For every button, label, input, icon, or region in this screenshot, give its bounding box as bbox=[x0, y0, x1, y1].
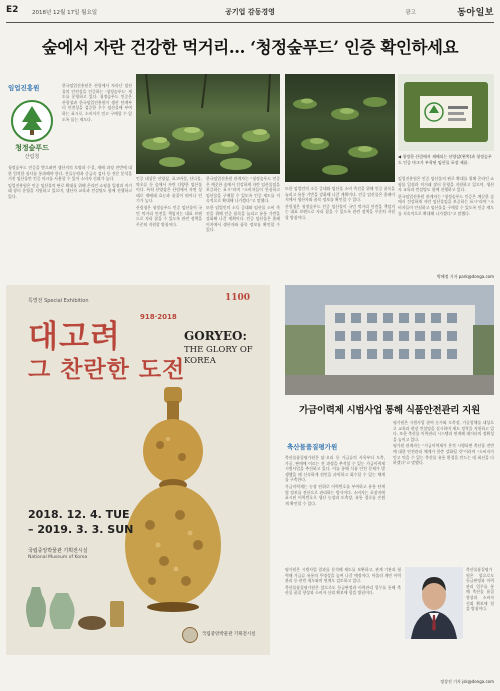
poster-label: 특별전 Special Exhibition bbox=[28, 298, 89, 304]
photo-caption: ◀ 청정한 산림에서 재배되는 산양삼(왼쪽)과 청정숲푸드 인증 마크가 부착된 임산물 포장 제품. bbox=[398, 154, 492, 165]
ad-note: 광고 bbox=[405, 10, 416, 16]
poster-title-en: GORYEO: bbox=[184, 329, 247, 343]
celadon-vase bbox=[26, 587, 46, 627]
article2-paragraph: 평가원은 시범사업 결과를 분석해 제도를 보완하고, 관계 기관과 협력해 가금류 유통의 투명성을 높여 나갈 예정이다. 아울러 계란 이력 관리 등 관련 제도와의 연계도 검토하고 있다. bbox=[285, 567, 401, 584]
article1-col3 bbox=[206, 176, 280, 279]
article2-col3 bbox=[285, 567, 401, 677]
ewer-lower-bulb bbox=[125, 485, 221, 605]
article2-col1 bbox=[285, 455, 385, 565]
exhibition-poster bbox=[6, 285, 270, 655]
certification-logo bbox=[8, 96, 56, 162]
forest-photo bbox=[136, 74, 280, 174]
article2-paragraph: 축산물품질평가원은 닭·오리 등 가금류의 사육부터 도축, 가공, 판매에 이르는 전 과정을 추적할 수 있는 가금이력제 시범사업을 추진하고 있다. 이를 통해 식품 안전 문제가 발생했을 때 신속하게 원인을 파악하고 회수할 수 있는 체계를 구축한다. bbox=[285, 455, 385, 483]
article2-paragraph: 축산물품질평가원은 앞으로도 등급판정과 이력관리 업무를 통해 축산물 품질 향상과 소비자 신뢰 확보에 힘쓸 방침이다. bbox=[466, 567, 494, 612]
article1-paragraph: 임업진흥원은 인증 임산물의 판로 확대를 위해 온라인 쇼핑몰 입점과 직거래 장터 운영을 지원하고 있으며, 생산자 교육과 컨설팅도 함께 진행하고 있다. bbox=[398, 176, 494, 193]
museum-emblem-icon bbox=[182, 627, 198, 643]
ewer-lid bbox=[164, 387, 182, 403]
article2-source: 축산물품질평가원 bbox=[287, 443, 338, 451]
package-label bbox=[420, 96, 472, 128]
article1-col2 bbox=[136, 176, 202, 279]
article1-paragraph: 한국임업진흥원 관계자는 “청정숲푸드 인증은 깨끗한 숲에서 건강하게 자란 임산물임을 보증하는 표시”라며 “소비자들이 안심하고 임산물을 구매할 수 있도록 인증 제도를 지속적으로 확대해 나가겠다”고 말했다. bbox=[206, 176, 280, 204]
bronze-bowl bbox=[78, 616, 106, 630]
article1-paragraph: 또한 임업인의 소득 증대와 임산물 소비 촉진을 위해 인증 품목을 늘리고 유통 기반을 강화해 나갈 계획이다. 인증 임산물은 홈페이지에서 생산자와 품목 정보를 확인할 수 있다. bbox=[206, 204, 280, 233]
section-title: 공기업 감동경영 bbox=[225, 8, 275, 16]
package-text-line bbox=[448, 106, 468, 109]
article2-col2 bbox=[393, 420, 494, 564]
article2-subhead: 가금이력제 시범사업 통해 식품안전관리 지원 bbox=[299, 405, 480, 416]
page-number: E2 bbox=[6, 5, 19, 15]
article1-col5 bbox=[398, 176, 494, 272]
poster-title-ko: 대고려 bbox=[28, 319, 121, 355]
article-source: 임업진흥원 bbox=[8, 84, 40, 92]
celadon-pitcher bbox=[49, 593, 74, 629]
poster-museum-name: 국립중앙박물관 기획전시실 bbox=[202, 632, 256, 637]
ewer-base bbox=[147, 602, 199, 612]
poster-dates: 2018. 12. 4. TUE – 2019. 3. 3. SUN bbox=[28, 508, 134, 536]
page-headline: 숲에서 자란 건강한 먹거리… ‘청정숲푸드’ 인증 확인하세요 bbox=[41, 38, 459, 57]
product-package-art bbox=[398, 74, 494, 151]
logo-trunk bbox=[30, 130, 34, 135]
package-text-line bbox=[448, 118, 466, 121]
poster-subtitle-ko: 그 찬란한 도전 bbox=[28, 356, 186, 383]
article1-col4 bbox=[285, 186, 395, 272]
article1-col1 bbox=[8, 165, 132, 279]
newspaper-logo: 동아일보 bbox=[457, 8, 494, 18]
poster-subtitle-en: THE GLORY OF KOREA bbox=[184, 345, 253, 366]
poster-years: 918·2018 bbox=[140, 313, 177, 321]
article1-paragraph: 산림청은 청정숲푸드 인증 임산물이 국민 먹거리 안전을 책임지는 대표 브랜드로 자리 잡을 수 있도록 관련 정책을 꾸준히 지원할 방침이다. bbox=[285, 203, 395, 220]
article1-reporter: 박혜정 기자 park@donga.com bbox=[436, 274, 494, 279]
article1-paragraph: 또한 임업인의 소득 증대와 임산물 소비 촉진을 위해 인증 품목을 늘리고 유통 기반을 강화해 나갈 계획이다. 인증 임산물은 홈페이지에서 생산자와 품목 정보를 확인할 수 있다. bbox=[285, 186, 395, 203]
gilded-seal bbox=[110, 601, 124, 627]
logo-subtext: 산림청 bbox=[24, 154, 40, 160]
article1-paragraph: 인증 대상은 산양삼, 표고버섯, 산나물, 약초류 등 숲에서 자란 다양한 임산물이다. 특히 산양삼은 산림에서 자연 상태로 재배돼 효능과 품질이 뛰어나 인기가 높다. bbox=[136, 176, 202, 204]
gilt-ewer-icon bbox=[120, 385, 230, 615]
ewer-upper-bulb bbox=[143, 419, 203, 483]
article1-col1-top bbox=[62, 83, 132, 177]
forest-photo-plants bbox=[136, 74, 280, 174]
institute-building-photo bbox=[285, 285, 494, 395]
article1-paragraph: 산림청은 청정숲푸드 인증 임산물이 국민 먹거리 안전을 책임지는 대표 브랜드로 자리 잡을 수 있도록 관련 정책을 꾸준히 지원할 방침이다. bbox=[136, 204, 202, 227]
article2-paragraph: 가금이력제는 농장 단위로 이력번호를 부여하고 유통 단계별 정보를 전산으로 관리하는 방식이다. 소비자는 포장지에 표시된 이력번호로 생산 농장과 도축장, 유통 경로를 손쉽게 확인할 수 있다. bbox=[285, 483, 385, 506]
portrait-art bbox=[405, 567, 463, 639]
article2-paragraph: 평가원은 시범사업 참여 농가와 도축장, 가공업체를 대상으로 교육과 현장 컨설팅을 실시하며 제도 정착을 지원하고 있다. 또한 축산물 이력관리 시스템과 연계해 데이터의 정확성을 높이고 있다. bbox=[393, 420, 494, 442]
package-text-line bbox=[448, 112, 464, 115]
article1-paragraph: 임업진흥원은 인증 임산물의 판로 확대를 위해 온라인 쇼핑몰 입점과 직거래 장터 운영을 지원하고 있으며, 생산자 교육과 컨설팅도 함께 진행하고 있다. bbox=[8, 182, 132, 199]
artifact-row-icon bbox=[20, 581, 130, 639]
ginseng-photo-plants bbox=[285, 74, 395, 182]
ground bbox=[285, 375, 494, 395]
trees-right bbox=[473, 325, 494, 375]
poster-anniversary: 1100 bbox=[224, 293, 250, 303]
article2-paragraph: 평가원 관계자는 “가금이력제가 본격 시행되면 축산물 전반에 대한 안전관리 체계가 한층 강화될 것”이라며 “소비자가 믿고 먹을 수 있는 축산물 유통 환경을 만드는 데 최선을 다하겠다”고 말했다. bbox=[393, 443, 494, 466]
article1-paragraph: 한국임업진흥원은 산림에서 자라난 임산물의 안전성을 인증하는 ‘청정숲푸드’ 제도를 운영하고 있다. 청정숲푸드 인증은 산림청과 한국임업진흥원이 생산 단계부터 안전성을 검증한 우수 임산물에 부여하는 표시로, 소비자가 믿고 구매할 수 있도록 돕는 제도다. bbox=[62, 83, 132, 122]
article2-paragraph: 축산물품질평가원은 앞으로도 등급판정과 이력관리 업무를 통해 축산물 품질 향상과 소비자 신뢰 확보에 힘쓸 방침이다. bbox=[285, 584, 401, 596]
product-package-photo bbox=[398, 74, 494, 151]
poster-venue-en: National Museum of Korea bbox=[28, 555, 88, 560]
logo-text: 청정숲푸드 bbox=[15, 144, 49, 152]
article1-paragraph: 한국임업진흥원 관계자는 “청정숲푸드 인증은 깨끗한 숲에서 건강하게 자란 임산물임을 보증하는 표시”라며 “소비자들이 안심하고 임산물을 구매할 수 있도록 인증 제도를 지속적으로 확대해 나가겠다”고 말했다. bbox=[398, 193, 494, 216]
ginseng-photo bbox=[285, 74, 395, 182]
issue-date: 2018년 12월 17일 월요일 bbox=[32, 10, 98, 16]
article2-byline: 정상진 기자 jsk@donga.com bbox=[440, 679, 494, 684]
poster-venue: 국립중앙박물관 기획전시실 bbox=[28, 548, 88, 554]
masthead bbox=[6, 5, 494, 23]
article1-paragraph: 청정숲푸드 인증을 받으려면 생산지의 토양과 수질, 재배 과정 전반에 대한 엄격한 심사를 통과해야 한다. 잔류농약과 중금속 검사 등 전문 분석을 거친 임산물만 인증 마크를 사용할 수 있어 소비자 신뢰가 높다. bbox=[8, 165, 132, 182]
executive-portrait bbox=[405, 567, 463, 639]
article2-col4 bbox=[466, 567, 494, 671]
building-art bbox=[285, 285, 494, 395]
